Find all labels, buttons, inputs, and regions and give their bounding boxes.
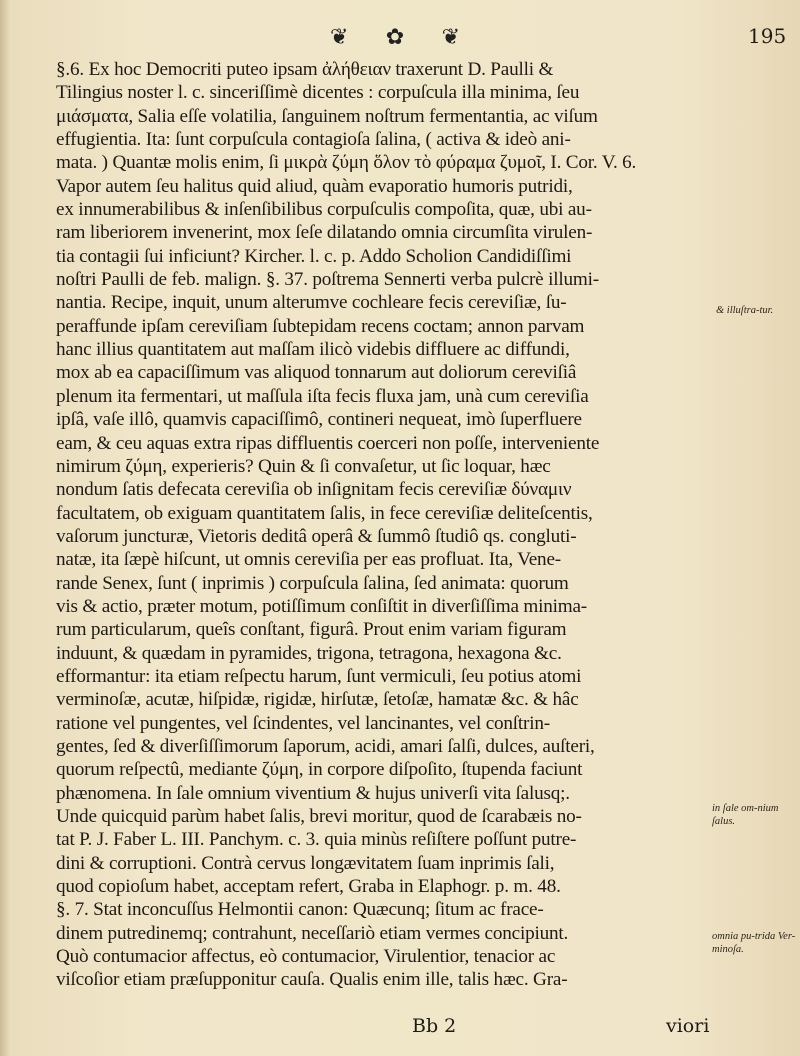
text-line: facultatem, ob exiguam quantitatem ſalis, in fece cereviſiæ deliteſcentis, (56, 502, 593, 524)
text-line: vis & actio, præter motum, potiſſimum conſiſtit in diverſiſſima minima- (56, 595, 587, 617)
text-line: nondum ſatis defecata cereviſia ob inſignitam fecis cereviſiæ δύναμιν (56, 479, 572, 501)
text-line: natæ, ita ſæpè hiſcunt, ut omnis cereviſia per eas profluat. Ita, Vene- (56, 549, 561, 571)
text-line: verminoſæ, acutæ, hiſpidæ, rigidæ, hirſutæ, ſetoſæ, hamatæ &c. & hâc (56, 689, 579, 711)
text-line: peraffunde ipſam cereviſiam ſubtepidam recens coctam; annon parvam (56, 315, 585, 337)
margin-note: omnia pu-trida Ver-minoſa. (712, 931, 796, 955)
text-line: Vapor autem ſeu halitus quid aliud, quàm evaporatio humoris putridi, (56, 175, 573, 197)
text-line: hanc illius quantitatem aut maſſam ilicò videbis diffluere ac diffundi, (56, 339, 570, 361)
catchword: viori (666, 1015, 710, 1037)
text-line: Quò contumacior affectus, eò contumacior, Virulentior, tenacior ac (56, 946, 556, 968)
text-line: phænomena. In ſale omnium viventium & hujus univerſi vita ſalusq;. (56, 782, 570, 804)
text-line: induunt, & quædam in pyramides, trigona, tetragona, hexagona &c. (56, 642, 562, 664)
page-number: 195 (748, 24, 787, 48)
text-line: ipſâ, vaſe illô, quamvis capaciſſimô, contineri nequeat, imò ſuperfluere (56, 409, 582, 431)
text-line: ram liberiorem invenerint, mox ſeſe dilatando omnia circumſita virulen- (56, 222, 593, 244)
text-line: quorum reſpectû, mediante ζύμη, in corpore diſpoſito, ſtupenda faciunt (56, 759, 583, 781)
text-line: nantia. Recipe, inquit, unum alterumve cochleare fecis cereviſiæ, ſu- (56, 292, 567, 314)
text-line: dinem putredinemq; contrahunt, neceſſariò etiam vermes concipiunt. (56, 922, 569, 944)
text-line: noſtri Paulli de feb. malign. §. 37. poſtrema Sennerti verba pulcrè illumi- (56, 269, 599, 291)
body-text (56, 58, 708, 992)
text-line: §.6. Ex hoc Democriti puteo ipsam ἀλήθειαν traxerunt D. Paulli & (56, 59, 554, 80)
text-line: Unde quicquid parùm habet ſalis, brevi moritur, quod de ſcarabæis no- (56, 806, 582, 827)
signature-mark: Bb 2 (412, 1015, 457, 1037)
text-line: μιάσματα, Salia eſſe volatilia, ſanguinem noſtrum fermentantia, ac viſum (56, 105, 598, 127)
text-line: efformantur: ita etiam reſpectu harum, ſunt vermiculi, ſeu potius atomi (56, 665, 582, 687)
text-line: Tilingius noster l. c. sinceriſſimè dicentes : corpuſcula illa minima, ſeu (56, 82, 580, 104)
text-line: tat P. J. Faber L. III. Panchym. c. 3. quia minùs reſiſtere poſſunt putre- (56, 829, 577, 851)
text-line: mox ab ea capaciſſimum vas aliquod tonnarum aut doliorum cereviſiâ (56, 362, 577, 384)
text-line: ratione vel pungentes, vel ſcindentes, vel lancinantes, vel conſtrin- (56, 712, 550, 734)
header-ornament (330, 22, 460, 52)
text-line: rande Senex, ſunt ( inprimis ) corpuſcula ſalina, ſed animata: quorum (56, 572, 569, 594)
text-line: mata. ) Quantæ molis enim, ſi μικρὰ ζύμη ὅλον τὸ φύραμα ζυμοῖ, I. Cor. V. 6. (56, 152, 637, 174)
page-gutter-shadow (0, 0, 10, 1056)
ornament-left-icon: ❦ (330, 24, 349, 50)
page-footer (56, 1015, 708, 1045)
text-line: gentes, ſed & diverſiſſimorum ſaporum, acidi, amari ſalſi, dulces, auſteri, (56, 735, 595, 757)
text-line: eam, & ceu aquas extra ripas diffluentis coerceri non poſſe, interveniente (56, 432, 600, 454)
ornament-right-icon: ❦ (441, 24, 460, 50)
text-line: vaſorum juncturæ, Vietoris deditâ operâ & ſummô ſtudiô qs. congluti- (56, 525, 577, 547)
text-line: ex innumerabilibus & inſenſibilibus corpuſculis compoſita, quæ, ubi au- (56, 199, 592, 221)
text-line: dini & corruptioni. Contrà cervus longævitatem ſuam inprimis ſali, (56, 852, 555, 874)
ornament-center-icon: ✿ (385, 24, 405, 50)
text-line: quod copioſum habet, acceptam refert, Graba in Elaphogr. p. m. 48. (56, 876, 561, 898)
margin-note: & illuſtra-tur. (716, 305, 774, 316)
text-line: nimirum ζύμη, experieris? Quin & ſi convaſetur, ut ſic loquar, hæc (56, 455, 551, 477)
text-line: §. 7. Stat inconcuſſus Helmontii canon: Quæcunq; ſitum ac frace- (56, 899, 544, 921)
text-line: effugientia. Ita: ſunt corpuſcula contagioſa ſalina, ( activa & ideò ani- (56, 129, 571, 151)
text-line: viſcoſior etiam præſupponitur cauſa. Qualis enim ille, talis hæc. Gra- (56, 969, 568, 991)
text-line: plenum ita fermentari, ut maſſula iſta fecis fluxa jam, unà cum cereviſia (56, 385, 589, 407)
text-line: tia contagii ſui inficiunt? Kircher. l. c. p. Addo Scholion Candidiſſimi (56, 245, 572, 267)
margin-note: in ſale om-nium ſalus. (712, 803, 779, 827)
text-line: rum particularum, queîs conſtant, figurâ. Prout enim variam figuram (56, 619, 567, 641)
